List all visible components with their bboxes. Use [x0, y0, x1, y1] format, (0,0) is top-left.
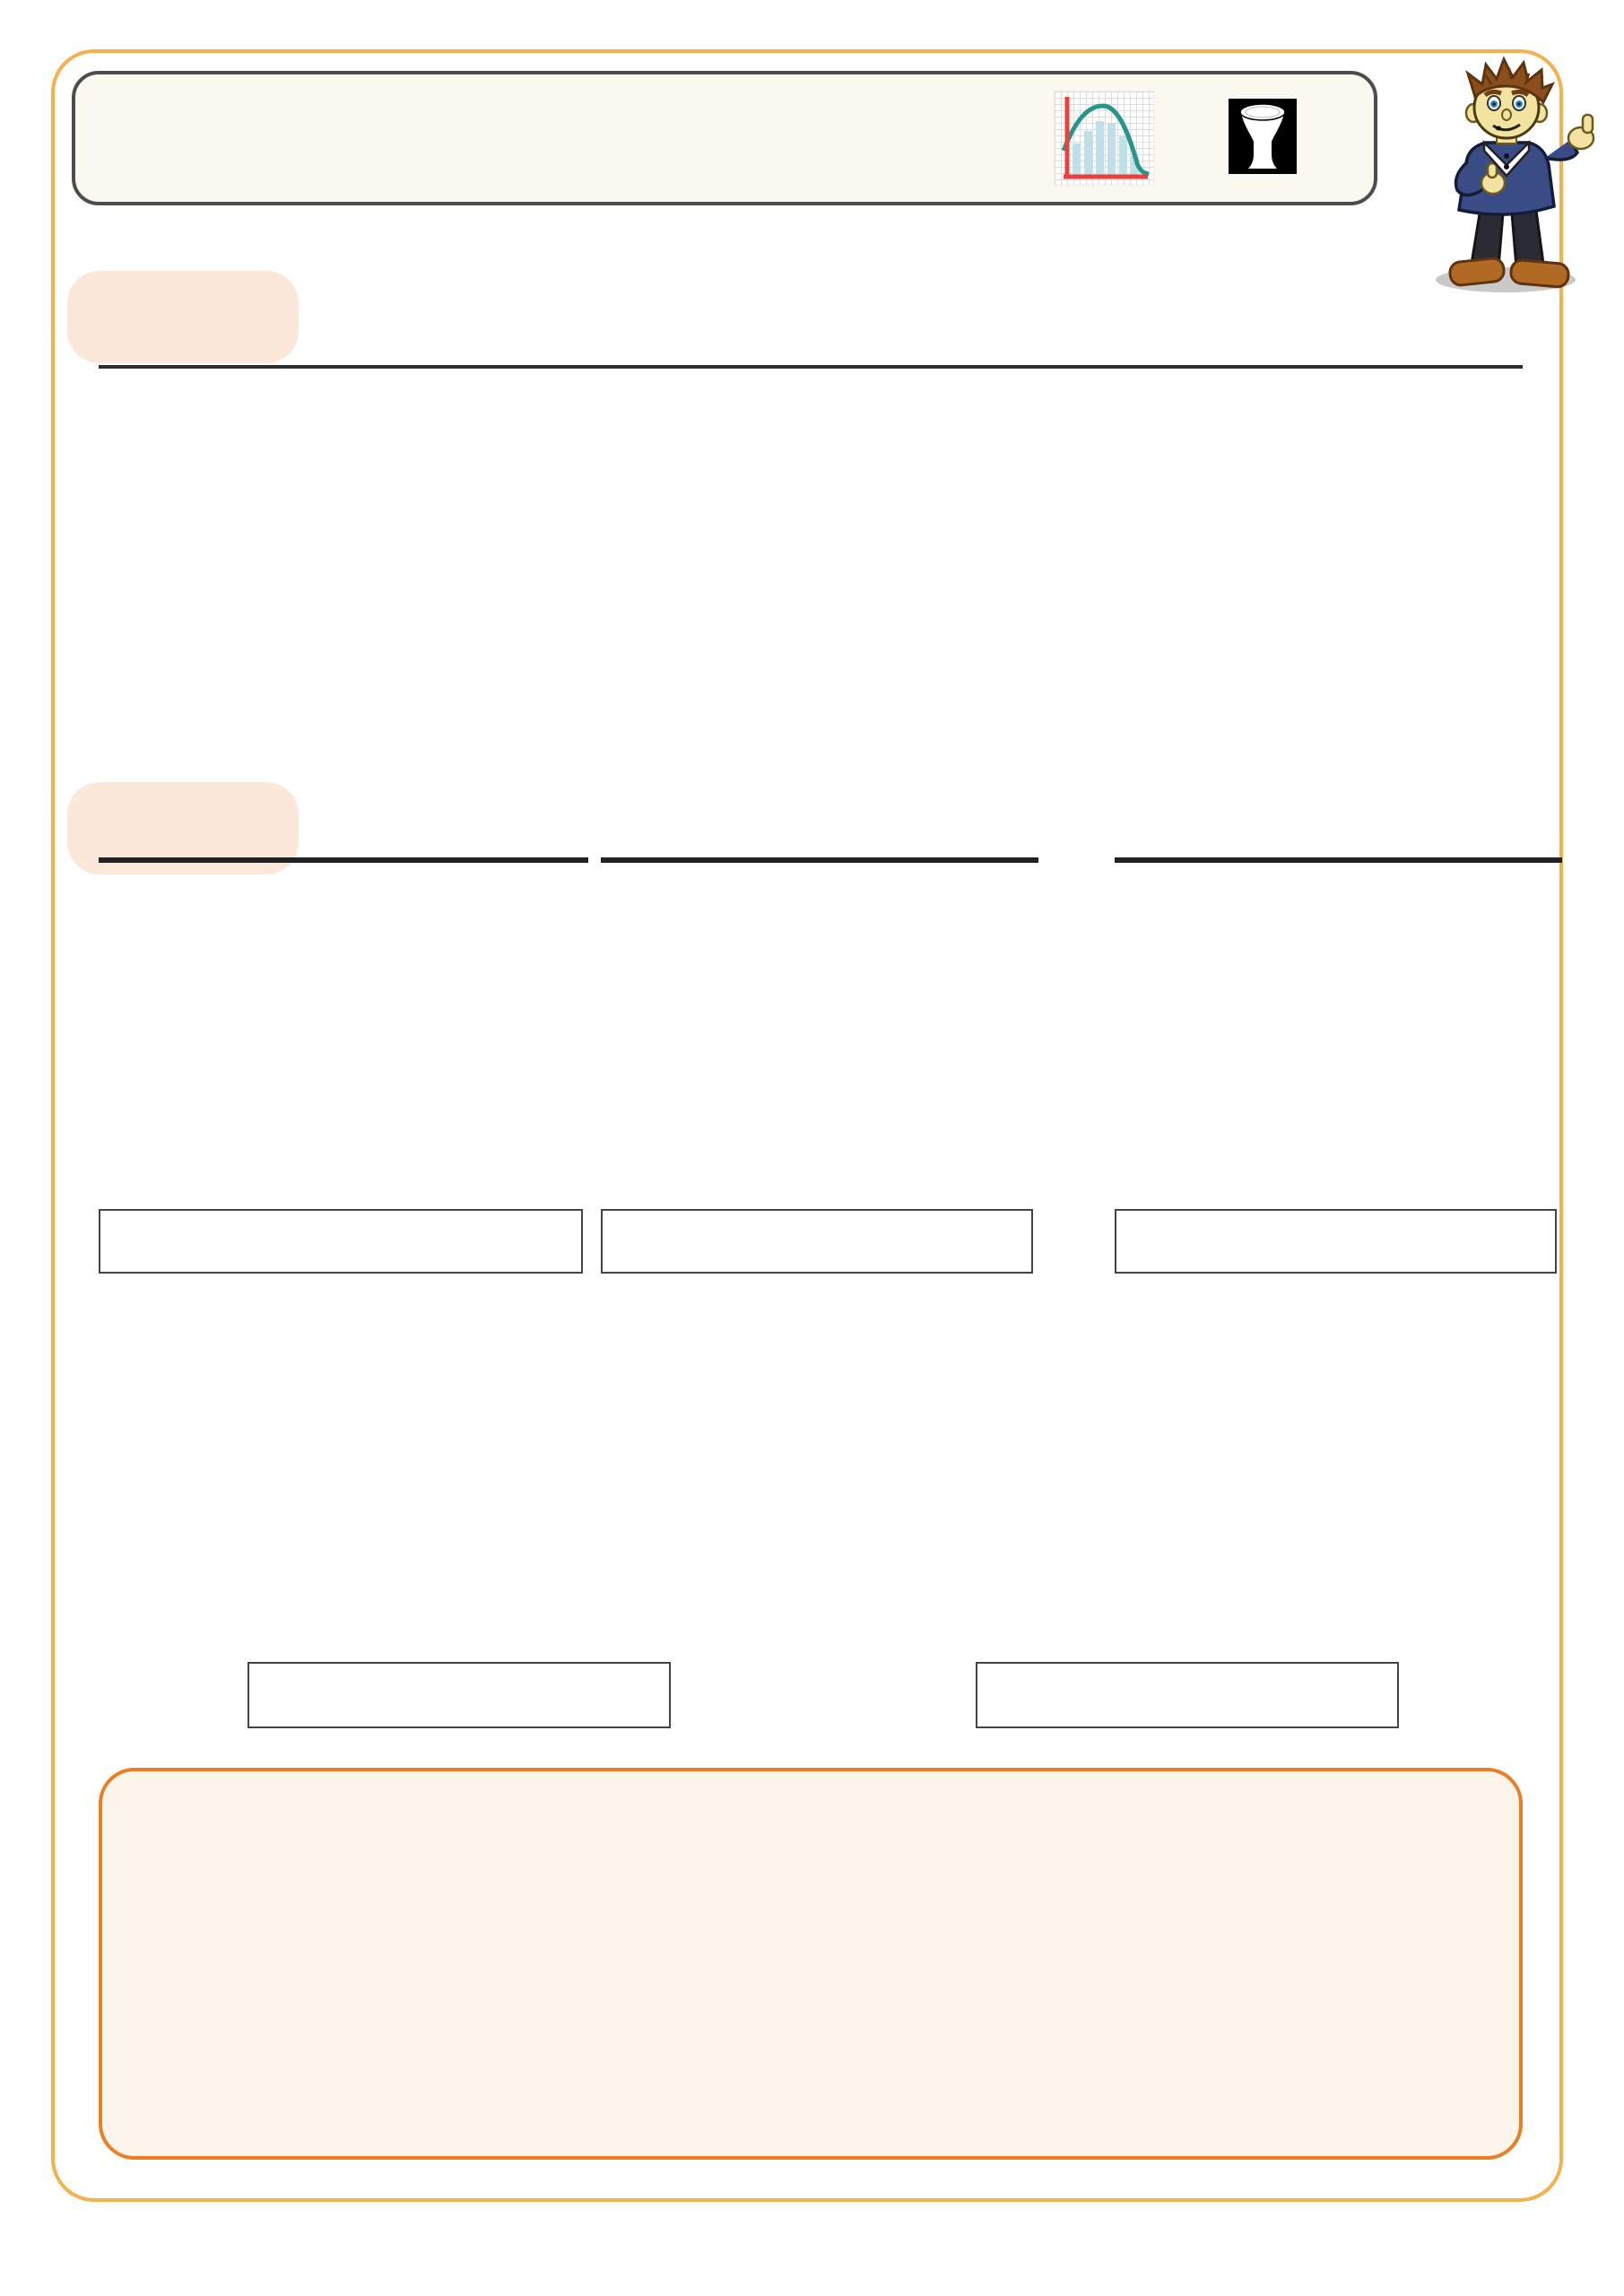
- bar-chart-svg: [126, 1327, 753, 1655]
- section-a-table: [99, 365, 1523, 369]
- mean-answer-box-shoes[interactable]: [601, 1209, 1033, 1274]
- mean-answer-box-goals[interactable]: [99, 1209, 583, 1274]
- histogram-curve-icon: [1055, 91, 1153, 185]
- mean-answer-box-line-chart[interactable]: [976, 1662, 1399, 1728]
- section-a-label: [67, 271, 299, 363]
- line-chart-title: [856, 1290, 1484, 1327]
- mean-answer-box-temperature[interactable]: [1115, 1209, 1557, 1274]
- shoe-size-frequency-table: [601, 857, 1038, 863]
- rainfall-line-chart: [856, 1290, 1484, 1655]
- temperature-frequency-table: [1115, 857, 1562, 863]
- title-box: [72, 71, 1377, 205]
- mascot-character: [1393, 56, 1619, 300]
- extension-box: [99, 1768, 1523, 2160]
- djembe-drum-icon: [1229, 99, 1297, 174]
- homework-bar-chart: [126, 1290, 753, 1655]
- mean-answer-box-bar-chart[interactable]: [248, 1662, 671, 1728]
- cazoom-logo: [1205, 99, 1320, 178]
- line-chart-svg: [856, 1327, 1484, 1655]
- goals-frequency-table: [99, 857, 588, 863]
- bar-chart-title: [126, 1290, 753, 1327]
